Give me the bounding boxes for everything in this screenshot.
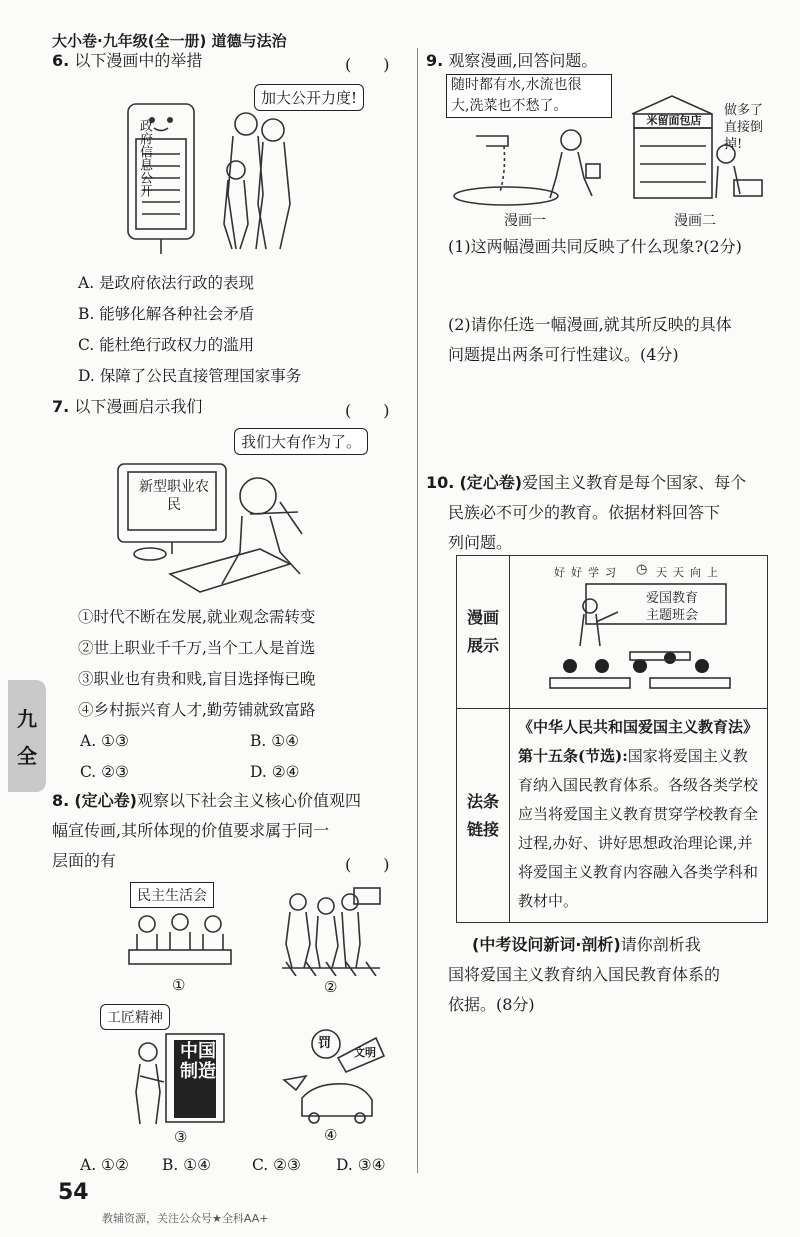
footer-note: 教辅资源，关注公众号★全科AA+ <box>102 1212 269 1225</box>
q8-pic4-sign2: 文明 <box>354 1046 376 1059</box>
q6-option-c[interactable]: C. 能杜绝行政权力的滥用 <box>78 336 255 354</box>
q8-pic3-caption: 工匠精神 <box>100 1004 170 1030</box>
q9-cartoon2-label: 漫画二 <box>674 213 716 229</box>
q10-sub-line3: 依据。(8分) <box>448 995 535 1014</box>
q10-stem-line2: 民族必不可少的教育。依据材料回答下 <box>448 503 721 522</box>
q9-cartoon2-sign: 米留面包店 <box>646 114 702 127</box>
q10-banner-right: 天天向上 <box>656 566 724 579</box>
q9-stem: 9. 观察漫画,回答问题。 <box>426 51 598 70</box>
header-title: 大小卷·九年级(全一册) 道德与法治 <box>52 32 287 50</box>
q7-option-a[interactable]: A. ①③ <box>80 732 129 750</box>
q8-pic1-label: ① <box>172 976 186 994</box>
q7-option-c[interactable]: C. ②③ <box>80 763 129 781</box>
q8-stem-line2: 幅宣传画,其所体现的价值要求属于同一 <box>52 821 330 840</box>
q10-board-text: 爱国教育 主题班会 <box>645 591 698 623</box>
q6-option-b[interactable]: B. 能够化解各种社会矛盾 <box>78 305 255 323</box>
q9-cartoon1-drawing <box>446 122 616 208</box>
q8-stem-line3: 层面的有 <box>52 851 117 870</box>
q10-material-table <box>456 555 768 923</box>
q8-pic2-drawing <box>276 884 386 976</box>
q6-speech-bubble: 加大公开力度! <box>254 84 364 111</box>
q7-statement-1: ①时代不断在发展,就业观念需转变 <box>78 608 316 626</box>
q8-option-c[interactable]: C. ②③ <box>252 1156 301 1174</box>
q10-banner-left: 好好学习 <box>554 566 622 579</box>
clock-icon: ◷ <box>636 562 648 577</box>
q10-stem: 10. (定心卷)爱国主义教育是每个国家、每个 <box>426 473 747 492</box>
q7-option-b[interactable]: B. ①④ <box>250 732 300 750</box>
q6-option-a[interactable]: A. 是政府依法行政的表现 <box>78 274 255 292</box>
q8-picture-1 <box>125 880 235 994</box>
q6-cartoon <box>108 84 378 260</box>
q10-sub-question: (中考设问新词·剖析)请你剖析我 <box>472 935 701 954</box>
q8-pic4-sign: 罚 <box>318 1036 332 1051</box>
q9-cartoon-1 <box>446 74 616 232</box>
q8-pic4-drawing <box>276 1028 396 1124</box>
q8-pic1-drawing <box>125 910 235 970</box>
q8-pic3-box-text: 中国制造 <box>180 1041 216 1082</box>
q8-answer-paren[interactable]: ( ) <box>345 855 390 874</box>
q9-cartoon1-label: 漫画一 <box>504 213 546 229</box>
q9-sub2-line2: 问题提出两条可行性建议。(4分) <box>448 345 679 364</box>
q10-law-text: 《中华人民共和国爱国主义教育法》第十五条(节选):国家将爱国主义教育纳入国民教育体系。各级各类学校应当将爱国主义教育贯穿学校教育全过程,办好、讲好思想政治理论课,并将爱国主义教育内容融入各类学科和教材中。 <box>510 709 768 923</box>
q7-answer-paren[interactable]: ( ) <box>345 401 390 420</box>
q10-row-law <box>457 709 768 923</box>
q7-statement-4: ④乡村振兴育人才,勤劳铺就致富路 <box>78 701 316 719</box>
q9-cartoon2-bubble: 做多了 直接倒 掉! <box>724 103 764 152</box>
q8-option-a[interactable]: A. ①② <box>80 1156 129 1174</box>
q8-option-d[interactable]: D. ③④ <box>336 1156 386 1174</box>
q8-picture-3 <box>100 1002 240 1147</box>
q7-screen-text: 新型职业农民 <box>139 479 209 513</box>
q10-sub-line2: 国将爱国主义教育纳入国民教育体系的 <box>448 965 721 984</box>
column-divider <box>417 48 418 1173</box>
q6-option-d[interactable]: D. 保障了公民直接管理国家事务 <box>78 367 302 385</box>
q10-stem-line3: 列问题。 <box>448 533 513 552</box>
q8-picture-4 <box>276 1028 396 1148</box>
q8-pic2-label: ② <box>324 978 338 996</box>
q8-pic3-drawing <box>100 1032 240 1128</box>
q9-sub1: (1)这两幅漫画共同反映了什么现象?(2分) <box>448 237 742 256</box>
q9-sub2-line1: (2)请你任选一幅漫画,就其所反映的具体 <box>448 315 732 334</box>
q8-picture-2 <box>276 880 386 1000</box>
q7-cartoon <box>110 424 370 594</box>
side-grade-tab: 九 全 <box>8 680 46 792</box>
q7-speech-bubble: 我们大有作为了。 <box>234 428 368 455</box>
q8-pic1-caption: 民主生活会 <box>130 882 214 908</box>
q8-pic3-label: ③ <box>174 1128 188 1146</box>
q8-stem: 8. (定心卷)观察以下社会主义核心价值观四 <box>52 791 361 810</box>
q8-option-b[interactable]: B. ①④ <box>162 1156 212 1174</box>
q6-answer-paren[interactable]: ( ) <box>345 55 390 74</box>
q10-classroom-cell <box>510 556 768 709</box>
q7-statement-3: ③职业也有贵和贱,盲目选择悔已晚 <box>78 670 316 688</box>
q7-option-d[interactable]: D. ②④ <box>250 763 300 781</box>
q10-answer-space[interactable] <box>448 1024 770 1164</box>
q6-board-text: 政府信息公开 <box>137 119 152 197</box>
q10-row1-label: 漫画 展示 <box>457 556 510 709</box>
q9-cartoon1-bubble: 随时都有水,水流也很 大,洗菜也不愁了。 <box>446 74 612 118</box>
q10-row2-label: 法条 链接 <box>457 709 510 923</box>
q8-pic4-label: ④ <box>324 1126 338 1144</box>
q7-stem: 7. 以下漫画启示我们 <box>52 397 203 416</box>
q9-sub1-answer-space[interactable] <box>448 262 770 308</box>
q7-statement-2: ②世上职业千千万,当个工人是首选 <box>78 639 316 657</box>
q10-row-cartoon <box>457 556 768 709</box>
page-number: 54 <box>58 1180 89 1205</box>
q6-stem: 6. 以下漫画中的举措 <box>52 51 203 70</box>
q9-sub2-answer-space[interactable] <box>448 372 770 468</box>
q9-cartoon-2 <box>630 94 780 232</box>
